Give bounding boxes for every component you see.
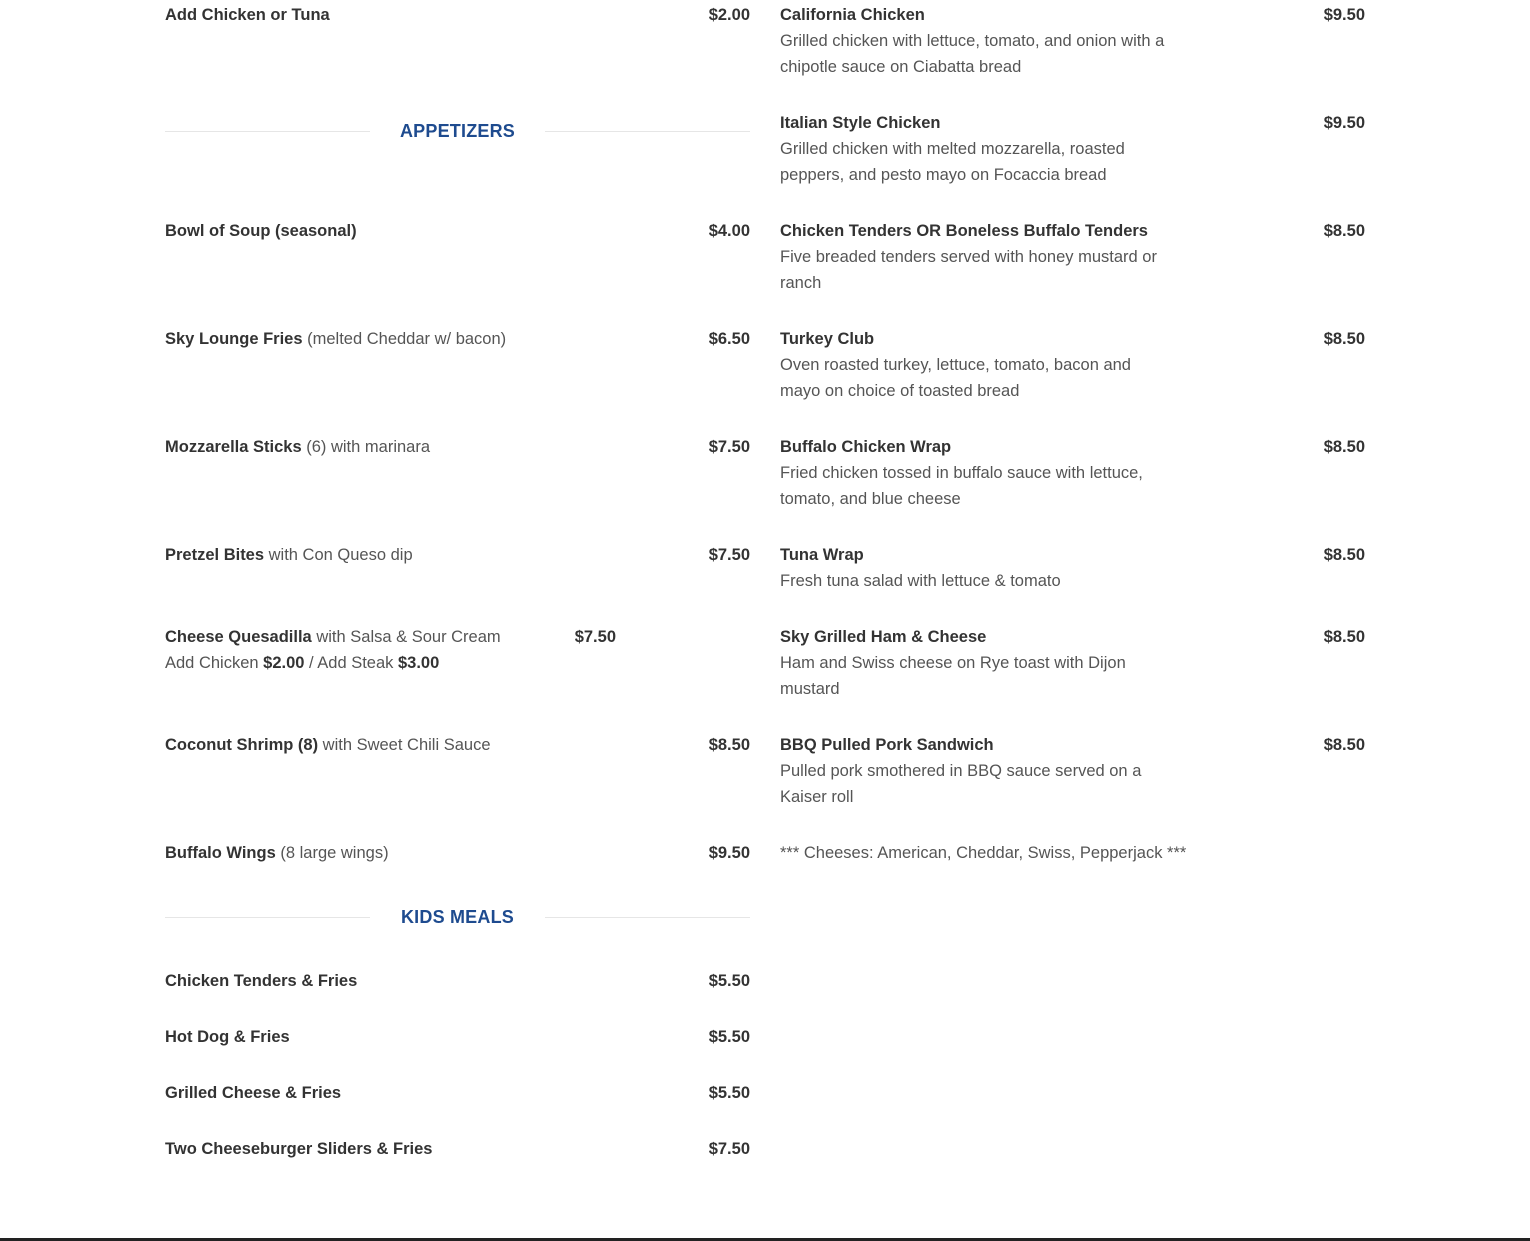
item-price: $7.50 <box>708 438 750 456</box>
section-header-appetizers <box>165 118 750 144</box>
item-name: Bowl of Soup (seasonal) <box>165 222 357 240</box>
item-name: California Chicken <box>780 6 925 24</box>
item-description: Fresh tuna salad with lettuce & tomato <box>780 572 1061 590</box>
item-price: $7.50 <box>708 1140 750 1158</box>
section-title: KIDS MEALS <box>400 907 514 927</box>
menu-item-kids-chicken-tenders <box>165 968 750 994</box>
item-detail: with Salsa & Sour Cream <box>311 628 501 646</box>
addon-chicken-label: Add Chicken <box>165 654 264 672</box>
item-name: Pretzel Bites <box>165 546 265 564</box>
menu-item-mozzarella-sticks <box>165 434 750 460</box>
item-price: $8.50 <box>1323 546 1365 564</box>
item-detail: with Con Queso dip <box>264 546 413 564</box>
item-price: $4.00 <box>708 222 750 240</box>
item-name: Sky Lounge Fries <box>165 330 303 348</box>
item-price: $9.50 <box>1323 6 1365 24</box>
item-price: $5.50 <box>708 972 750 990</box>
menu-item-add-chicken-tuna <box>165 2 750 28</box>
item-price: $5.50 <box>708 1084 750 1102</box>
item-price: $7.50 <box>708 546 750 564</box>
item-detail: (8 large wings) <box>275 844 389 862</box>
menu-item-sky-lounge-fries <box>165 326 750 352</box>
divider <box>545 131 750 132</box>
item-price: $8.50 <box>1323 330 1365 348</box>
menu-item-turkey-club <box>780 326 1365 404</box>
item-name: Add Chicken or Tuna <box>165 6 330 24</box>
item-price: $9.50 <box>1323 114 1365 132</box>
item-name: BBQ Pulled Pork Sandwich <box>780 736 994 754</box>
menu-item-bbq-pulled-pork <box>780 732 1365 810</box>
item-description: Ham and Swiss cheese on Rye toast with Dijon mustard <box>780 654 1126 698</box>
menu-item-tuna-wrap <box>780 542 1365 594</box>
item-name: Mozzarella Sticks <box>165 438 302 456</box>
divider <box>165 917 370 918</box>
item-name: Turkey Club <box>780 330 875 348</box>
item-name: Buffalo Chicken Wrap <box>780 438 952 456</box>
menu-item-coconut-shrimp <box>165 732 750 758</box>
section-title: APPETIZERS <box>399 121 516 141</box>
menu-item-pretzel-bites <box>165 542 750 568</box>
item-price: $8.50 <box>708 736 750 754</box>
item-price: $5.50 <box>708 1028 750 1046</box>
item-description: Five breaded tenders served with honey mustard or ranch <box>780 248 1157 292</box>
item-name: Cheese Quesadilla <box>165 628 312 646</box>
item-name: Italian Style Chicken <box>780 114 941 132</box>
item-detail: (melted Cheddar w/ bacon) <box>302 330 507 348</box>
item-detail: (6) with marinara <box>301 438 431 456</box>
menu-item-cheese-quesadilla <box>165 624 750 676</box>
menu-item-chicken-tenders <box>780 218 1365 296</box>
addon-steak-label: / Add Steak <box>304 654 398 672</box>
menu-item-buffalo-wings <box>165 840 750 866</box>
item-description: Pulled pork smothered in BBQ sauce served on a Kaiser roll <box>780 762 1142 806</box>
item-price: $9.50 <box>708 844 750 862</box>
item-description: Grilled chicken with lettuce, tomato, and onion with a chipotle sauce on Ciabatta bread <box>780 32 1165 76</box>
item-name: Two Cheeseburger Sliders & Fries <box>165 1140 433 1158</box>
item-name: Sky Grilled Ham & Cheese <box>780 628 987 646</box>
item-price: $8.50 <box>1323 222 1365 240</box>
menu-item-sky-grilled-ham-cheese <box>780 624 1365 702</box>
item-name: Tuna Wrap <box>780 546 864 564</box>
divider <box>165 131 370 132</box>
menu-item-buffalo-chicken-wrap <box>780 434 1365 512</box>
item-name: Chicken Tenders OR Boneless Buffalo Tenders <box>780 222 1148 240</box>
section-header-kids-meals <box>165 904 750 930</box>
menu-item-italian-style-chicken <box>780 110 1365 188</box>
item-name: Coconut Shrimp (8) <box>165 736 319 754</box>
item-price: $8.50 <box>1323 438 1365 456</box>
item-price: $8.50 <box>1323 628 1365 646</box>
item-price: $7.50 <box>574 628 616 646</box>
item-price: $2.00 <box>708 6 750 24</box>
cheeses-note: *** Cheeses: American, Cheddar, Swiss, Pepperjack *** <box>780 844 1187 862</box>
item-price: $8.50 <box>1323 736 1365 754</box>
addon-chicken-price: $2.00 <box>263 654 305 672</box>
menu-item-kids-hot-dog <box>165 1024 750 1050</box>
menu-item-bowl-of-soup <box>165 218 750 244</box>
item-description: Fried chicken tossed in buffalo sauce with lettuce, tomato, and blue cheese <box>780 464 1143 508</box>
addon-steak-price: $3.00 <box>398 654 440 672</box>
item-addons <box>165 650 750 676</box>
menu-item-kids-grilled-cheese <box>165 1080 750 1106</box>
item-name: Grilled Cheese & Fries <box>165 1084 342 1102</box>
item-description: Grilled chicken with melted mozzarella, roasted peppers, and pesto mayo on Focaccia bread <box>780 140 1125 184</box>
menu-item-california-chicken <box>780 2 1365 80</box>
menu-item-kids-sliders <box>165 1136 750 1162</box>
item-name: Chicken Tenders & Fries <box>165 972 358 990</box>
item-price: $6.50 <box>708 330 750 348</box>
item-name: Hot Dog & Fries <box>165 1028 290 1046</box>
item-description: Oven roasted turkey, lettuce, tomato, bacon and mayo on choice of toasted bread <box>780 356 1131 400</box>
item-detail: with Sweet Chili Sauce <box>318 736 491 754</box>
divider <box>545 917 750 918</box>
item-name: Buffalo Wings <box>165 844 276 862</box>
